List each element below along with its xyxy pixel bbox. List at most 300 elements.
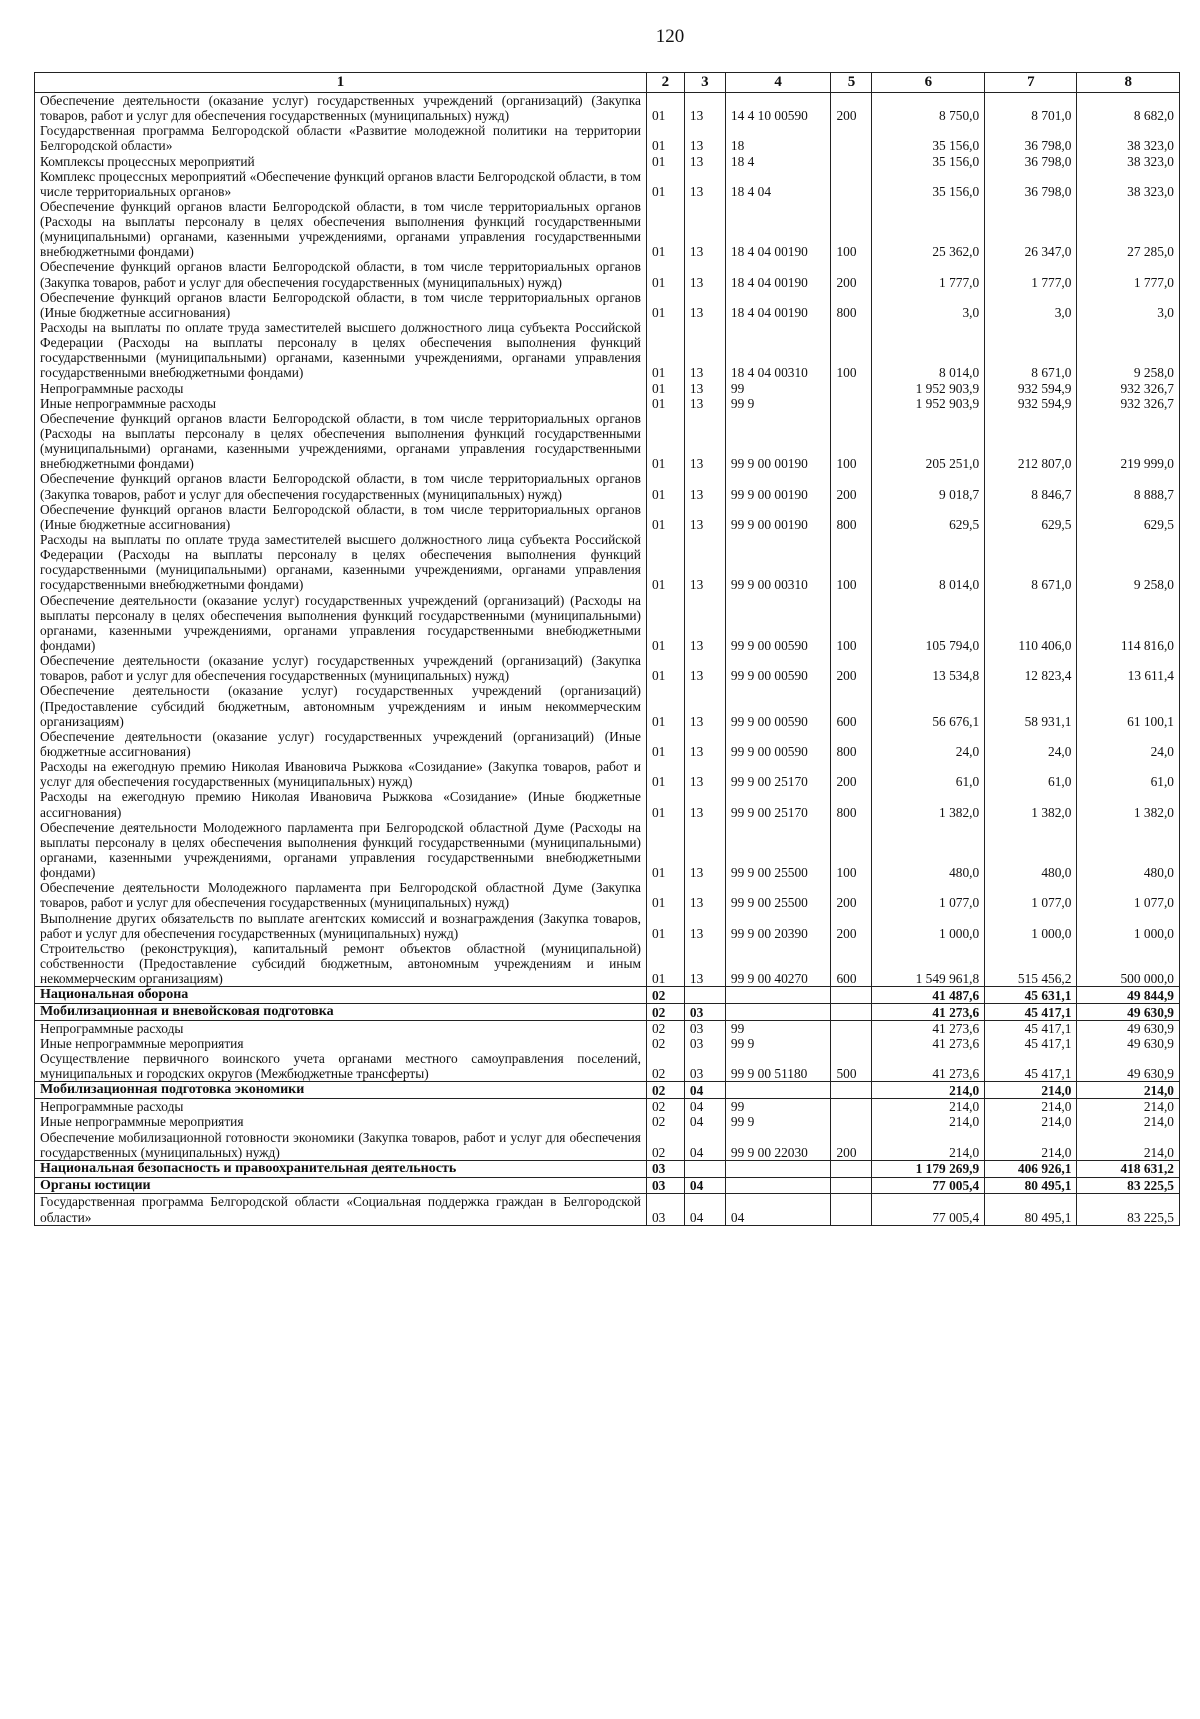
target-article-code: 99 9 00 00190 [725, 411, 831, 472]
row-description: Обеспечение функций органов власти Белгородской области, в том числе территориальных органов (Расходы на выплаты персоналу в целях обеспечения выполнения функций государственными (муниципальными) органами, казенными учреждениями, органами управления государственными внебюджетными фондами) [35, 411, 647, 472]
section-code: 01 [646, 880, 684, 910]
row-description: Иные непрограммные мероприятия [35, 1036, 647, 1051]
expense-type-code [831, 1114, 872, 1129]
amount-year-2: 214,0 [985, 1130, 1077, 1161]
amount-year-1: 105 794,0 [872, 593, 985, 654]
amount-year-2: 932 594,9 [985, 396, 1077, 411]
row-description: Иные непрограммные мероприятия [35, 1114, 647, 1129]
table-row [35, 820, 1180, 881]
expense-type-code: 800 [831, 789, 872, 819]
section-code: 02 [646, 1020, 684, 1036]
amount-year-3: 629,5 [1077, 502, 1180, 532]
amount-year-3: 38 323,0 [1077, 169, 1180, 199]
table-row [35, 1130, 1180, 1161]
amount-year-3: 38 323,0 [1077, 123, 1180, 153]
amount-year-1: 1 952 903,9 [872, 396, 985, 411]
row-description: Расходы на ежегодную премию Николая Ивановича Рыжкова «Созидание» (Иные бюджетные ассигнования) [35, 789, 647, 819]
table-row [35, 320, 1180, 381]
target-article-code: 18 4 04 00190 [725, 290, 831, 320]
expense-type-code [831, 396, 872, 411]
section-code: 01 [646, 941, 684, 987]
target-article-code: 14 4 10 00590 [725, 92, 831, 123]
section-code: 01 [646, 320, 684, 381]
table-row [35, 381, 1180, 396]
amount-year-1: 214,0 [872, 1082, 985, 1099]
target-article-code: 18 4 04 00190 [725, 259, 831, 289]
amount-year-1: 56 676,1 [872, 683, 985, 728]
subsection-code: 13 [684, 820, 725, 881]
amount-year-3: 24,0 [1077, 729, 1180, 759]
table-row [35, 471, 1180, 501]
row-description: Национальная безопасность и правоохранительная деятельность [35, 1160, 647, 1177]
amount-year-1: 1 549 961,8 [872, 941, 985, 987]
target-article-code: 99 9 00 00310 [725, 532, 831, 593]
amount-year-3: 83 225,5 [1077, 1194, 1180, 1225]
amount-year-2: 212 807,0 [985, 411, 1077, 472]
table-row [35, 1099, 1180, 1115]
row-description: Непрограммные расходы [35, 381, 647, 396]
row-description: Расходы на выплаты по оплате труда заместителей высшего должностного лица субъекта Российской Федерации (Расходы на выплаты персоналу в целях обеспечения выполнения функций государственными (муниципальными) органами, казенными учреждениями, органами управления государственными внебюджетными фондами) [35, 320, 647, 381]
table-row [35, 154, 1180, 169]
table-header-row [35, 73, 1180, 93]
target-article-code: 99 9 00 40270 [725, 941, 831, 987]
amount-year-2: 58 931,1 [985, 683, 1077, 728]
row-description: Обеспечение функций органов власти Белгородской области, в том числе территориальных органов (Закупка товаров, работ и услуг для обеспечения государственных (муниципальных) нужд) [35, 259, 647, 289]
expense-type-code: 800 [831, 502, 872, 532]
table-row [35, 759, 1180, 789]
amount-year-3: 8 682,0 [1077, 92, 1180, 123]
amount-year-2: 8 671,0 [985, 532, 1077, 593]
row-description: Обеспечение мобилизационной готовности экономики (Закупка товаров, работ и услуг для обеспечения государственных (муниципальных) нужд) [35, 1130, 647, 1161]
table-row [35, 911, 1180, 941]
amount-year-3: 9 258,0 [1077, 320, 1180, 381]
target-article-code: 99 9 00 00590 [725, 653, 831, 683]
row-description: Обеспечение функций органов власти Белгородской области, в том числе территориальных органов (Иные бюджетные ассигнования) [35, 290, 647, 320]
amount-year-1: 41 273,6 [872, 1036, 985, 1051]
amount-year-3: 1 382,0 [1077, 789, 1180, 819]
amount-year-2: 45 417,1 [985, 1020, 1077, 1036]
amount-year-3: 49 630,9 [1077, 1020, 1180, 1036]
amount-year-1: 8 014,0 [872, 532, 985, 593]
column-header: 1 [35, 73, 647, 93]
section-code: 01 [646, 396, 684, 411]
subsection-code: 13 [684, 471, 725, 501]
subsection-code: 04 [684, 1194, 725, 1225]
column-header: 2 [646, 73, 684, 93]
amount-year-1: 214,0 [872, 1114, 985, 1129]
amount-year-2: 12 823,4 [985, 653, 1077, 683]
table-row [35, 683, 1180, 728]
amount-year-3: 8 888,7 [1077, 471, 1180, 501]
row-description: Обеспечение деятельности (оказание услуг) государственных учреждений (организаций) (Закупка товаров, работ и услуг для обеспечения государственных (муниципальных) нужд) [35, 653, 647, 683]
table-row [35, 123, 1180, 153]
target-article-code: 99 9 [725, 1036, 831, 1051]
amount-year-3: 932 326,7 [1077, 381, 1180, 396]
section-code: 01 [646, 759, 684, 789]
amount-year-1: 629,5 [872, 502, 985, 532]
row-description: Государственная программа Белгородской области «Развитие молодежной политики на территории Белгородской области» [35, 123, 647, 153]
subsection-code: 13 [684, 411, 725, 472]
section-code: 02 [646, 1004, 684, 1021]
expense-type-code: 100 [831, 593, 872, 654]
subsection-code: 13 [684, 290, 725, 320]
amount-year-2: 36 798,0 [985, 154, 1077, 169]
amount-year-3: 9 258,0 [1077, 532, 1180, 593]
amount-year-3: 214,0 [1077, 1099, 1180, 1115]
expense-type-code: 200 [831, 759, 872, 789]
expense-type-code: 600 [831, 683, 872, 728]
amount-year-3: 214,0 [1077, 1082, 1180, 1099]
target-article-code: 99 9 00 25170 [725, 789, 831, 819]
amount-year-2: 480,0 [985, 820, 1077, 881]
expense-type-code [831, 1177, 872, 1194]
section-total-row [35, 1177, 1180, 1194]
subsection-code: 13 [684, 92, 725, 123]
target-article-code: 99 9 00 00590 [725, 593, 831, 654]
expense-type-code: 200 [831, 92, 872, 123]
amount-year-2: 932 594,9 [985, 381, 1077, 396]
amount-year-2: 24,0 [985, 729, 1077, 759]
subsection-code: 13 [684, 759, 725, 789]
section-code: 02 [646, 1114, 684, 1129]
expense-type-code [831, 1036, 872, 1051]
target-article-code: 99 9 00 00590 [725, 683, 831, 728]
section-code: 01 [646, 259, 684, 289]
expense-type-code [831, 987, 872, 1004]
section-code: 01 [646, 502, 684, 532]
amount-year-2: 8 701,0 [985, 92, 1077, 123]
amount-year-3: 1 000,0 [1077, 911, 1180, 941]
column-header: 4 [725, 73, 831, 93]
section-code: 01 [646, 199, 684, 260]
expense-type-code: 100 [831, 320, 872, 381]
section-code: 01 [646, 789, 684, 819]
amount-year-1: 1 777,0 [872, 259, 985, 289]
expense-type-code: 500 [831, 1051, 872, 1082]
section-code: 02 [646, 987, 684, 1004]
amount-year-1: 1 000,0 [872, 911, 985, 941]
target-article-code: 99 9 00 51180 [725, 1051, 831, 1082]
section-code: 03 [646, 1160, 684, 1177]
target-article-code: 99 [725, 1099, 831, 1115]
amount-year-3: 1 077,0 [1077, 880, 1180, 910]
row-description: Государственная программа Белгородской области «Социальная поддержка граждан в Белгородской области» [35, 1194, 647, 1225]
subsection-code: 13 [684, 593, 725, 654]
subsection-code: 13 [684, 396, 725, 411]
column-header: 5 [831, 73, 872, 93]
amount-year-2: 515 456,2 [985, 941, 1077, 987]
section-code: 03 [646, 1194, 684, 1225]
expense-type-code: 100 [831, 532, 872, 593]
amount-year-3: 49 630,9 [1077, 1004, 1180, 1021]
target-article-code: 99 9 [725, 396, 831, 411]
row-description: Непрограммные расходы [35, 1099, 647, 1115]
amount-year-2: 45 417,1 [985, 1036, 1077, 1051]
target-article-code [725, 1177, 831, 1194]
row-description: Обеспечение функций органов власти Белгородской области, в том числе территориальных органов (Иные бюджетные ассигнования) [35, 502, 647, 532]
section-code: 02 [646, 1036, 684, 1051]
row-description: Иные непрограммные расходы [35, 396, 647, 411]
section-total-row [35, 1004, 1180, 1021]
section-code: 01 [646, 653, 684, 683]
amount-year-2: 629,5 [985, 502, 1077, 532]
amount-year-2: 45 417,1 [985, 1004, 1077, 1021]
section-code: 01 [646, 411, 684, 472]
subsection-code: 13 [684, 502, 725, 532]
amount-year-1: 8 014,0 [872, 320, 985, 381]
amount-year-1: 9 018,7 [872, 471, 985, 501]
amount-year-1: 1 179 269,9 [872, 1160, 985, 1177]
target-article-code: 99 9 00 25500 [725, 820, 831, 881]
column-header: 7 [985, 73, 1077, 93]
expense-type-code: 200 [831, 653, 872, 683]
table-row [35, 729, 1180, 759]
amount-year-2: 80 495,1 [985, 1177, 1077, 1194]
subsection-code: 03 [684, 1036, 725, 1051]
amount-year-3: 83 225,5 [1077, 1177, 1180, 1194]
table-row [35, 259, 1180, 289]
table-row [35, 411, 1180, 472]
row-description: Строительство (реконструкция), капитальный ремонт объектов областной (муниципальной) собственности (Предоставление субсидий бюджетным, автономным учреждениям и иным некоммерческим организациям) [35, 941, 647, 987]
amount-year-1: 1 077,0 [872, 880, 985, 910]
section-code: 01 [646, 123, 684, 153]
page-number: 120 [655, 26, 685, 47]
amount-year-1: 35 156,0 [872, 169, 985, 199]
expense-type-code [831, 154, 872, 169]
expense-type-code [831, 1082, 872, 1099]
expense-type-code: 800 [831, 290, 872, 320]
amount-year-2: 1 077,0 [985, 880, 1077, 910]
row-description: Комплекс процессных мероприятий «Обеспечение функций органов власти Белгородской области, в том числе территориальных органов» [35, 169, 647, 199]
target-article-code: 18 4 04 [725, 169, 831, 199]
row-description: Национальная оборона [35, 987, 647, 1004]
expense-type-code: 200 [831, 880, 872, 910]
amount-year-3: 114 816,0 [1077, 593, 1180, 654]
table-row [35, 1036, 1180, 1051]
expense-type-code: 100 [831, 411, 872, 472]
table-row [35, 941, 1180, 987]
row-description: Обеспечение деятельности Молодежного парламента при Белгородской областной Думе (Закупка товаров, работ и услуг для обеспечения государственных (муниципальных) нужд) [35, 880, 647, 910]
subsection-code: 13 [684, 911, 725, 941]
amount-year-2: 26 347,0 [985, 199, 1077, 260]
amount-year-2: 1 777,0 [985, 259, 1077, 289]
amount-year-1: 41 273,6 [872, 1020, 985, 1036]
amount-year-3: 480,0 [1077, 820, 1180, 881]
section-code: 01 [646, 381, 684, 396]
amount-year-2: 110 406,0 [985, 593, 1077, 654]
row-description: Обеспечение функций органов власти Белгородской области, в том числе территориальных органов (Закупка товаров, работ и услуг для обеспечения государственных (муниципальных) нужд) [35, 471, 647, 501]
row-description: Органы юстиции [35, 1177, 647, 1194]
column-header: 8 [1077, 73, 1180, 93]
table-row [35, 1051, 1180, 1082]
amount-year-1: 8 750,0 [872, 92, 985, 123]
subsection-code: 13 [684, 941, 725, 987]
amount-year-2: 36 798,0 [985, 123, 1077, 153]
subsection-code: 13 [684, 259, 725, 289]
target-article-code: 99 9 00 25500 [725, 880, 831, 910]
budget-table [34, 72, 1180, 1226]
expense-type-code [831, 123, 872, 153]
amount-year-3: 214,0 [1077, 1114, 1180, 1129]
section-total-row [35, 1082, 1180, 1099]
section-code: 03 [646, 1177, 684, 1194]
section-code: 01 [646, 683, 684, 728]
row-description: Обеспечение деятельности (оказание услуг) государственных учреждений (организаций) (Расходы на выплаты персоналу в целях обеспечения выполнения функций государственными (муниципальными) органами, казенными учреждениями, органами управления государственными внебюджетными фондами) [35, 593, 647, 654]
amount-year-3: 1 777,0 [1077, 259, 1180, 289]
subsection-code: 13 [684, 123, 725, 153]
row-description: Комплексы процессных мероприятий [35, 154, 647, 169]
amount-year-2: 3,0 [985, 290, 1077, 320]
amount-year-2: 8 671,0 [985, 320, 1077, 381]
subsection-code: 04 [684, 1114, 725, 1129]
table-row [35, 199, 1180, 260]
row-description: Расходы на ежегодную премию Николая Ивановича Рыжкова «Созидание» (Закупка товаров, работ и услуг для обеспечения государственных (муниципальных) нужд) [35, 759, 647, 789]
row-description: Обеспечение функций органов власти Белгородской области, в том числе территориальных органов (Расходы на выплаты персоналу в целях обеспечения выполнения функций государственными (муниципальными) органами, казенными учреждениями, органами управления государственными внебюджетными фондами) [35, 199, 647, 260]
target-article-code: 18 4 [725, 154, 831, 169]
subsection-code: 13 [684, 154, 725, 169]
subsection-code: 04 [684, 1082, 725, 1099]
table-row [35, 532, 1180, 593]
section-code: 01 [646, 169, 684, 199]
table-row [35, 593, 1180, 654]
row-description: Непрограммные расходы [35, 1020, 647, 1036]
amount-year-1: 13 534,8 [872, 653, 985, 683]
amount-year-1: 41 273,6 [872, 1051, 985, 1082]
row-description: Обеспечение деятельности (оказание услуг) государственных учреждений (организаций) (Предоставление субсидий бюджетным, автономным учреждениям и иным некоммерческим организациям) [35, 683, 647, 728]
table-row [35, 789, 1180, 819]
expense-type-code [831, 1160, 872, 1177]
target-article-code: 99 9 00 20390 [725, 911, 831, 941]
row-description: Обеспечение деятельности (оказание услуг) государственных учреждений (организаций) (Закупка товаров, работ и услуг для обеспечения государственных (муниципальных) нужд) [35, 92, 647, 123]
subsection-code: 03 [684, 1051, 725, 1082]
table-row [35, 396, 1180, 411]
target-article-code [725, 987, 831, 1004]
section-code: 01 [646, 820, 684, 881]
subsection-code [684, 987, 725, 1004]
target-article-code: 18 [725, 123, 831, 153]
table-row [35, 169, 1180, 199]
row-description: Мобилизационная и вневойсковая подготовка [35, 1004, 647, 1021]
section-code: 02 [646, 1051, 684, 1082]
subsection-code: 13 [684, 381, 725, 396]
subsection-code: 03 [684, 1004, 725, 1021]
table-row [35, 502, 1180, 532]
amount-year-3: 38 323,0 [1077, 154, 1180, 169]
amount-year-1: 480,0 [872, 820, 985, 881]
row-description: Обеспечение деятельности Молодежного парламента при Белгородской областной Думе (Расходы на выплаты персоналу в целях обеспечения выполнения функций государственными (муниципальными) органами, казенными учреждениями, органами управления государственными внебюджетными фондами) [35, 820, 647, 881]
subsection-code: 13 [684, 789, 725, 819]
expense-type-code: 200 [831, 911, 872, 941]
section-total-row [35, 1160, 1180, 1177]
amount-year-3: 13 611,4 [1077, 653, 1180, 683]
table-row [35, 1194, 1180, 1225]
subsection-code: 13 [684, 683, 725, 728]
amount-year-2: 45 417,1 [985, 1051, 1077, 1082]
table-body [35, 92, 1180, 1225]
target-article-code: 99 9 00 00190 [725, 502, 831, 532]
target-article-code: 99 9 00 00190 [725, 471, 831, 501]
amount-year-2: 1 000,0 [985, 911, 1077, 941]
row-description: Выполнение других обязательств по выплате агентских комиссий и вознаграждения (Закупка товаров, работ и услуг для обеспечения государственных (муниципальных) нужд) [35, 911, 647, 941]
amount-year-2: 8 846,7 [985, 471, 1077, 501]
table-row [35, 92, 1180, 123]
row-description: Мобилизационная подготовка экономики [35, 1082, 647, 1099]
subsection-code: 03 [684, 1020, 725, 1036]
amount-year-2: 214,0 [985, 1099, 1077, 1115]
amount-year-1: 77 005,4 [872, 1177, 985, 1194]
subsection-code: 13 [684, 532, 725, 593]
amount-year-1: 214,0 [872, 1099, 985, 1115]
amount-year-3: 61,0 [1077, 759, 1180, 789]
amount-year-1: 1 952 903,9 [872, 381, 985, 396]
table-row [35, 880, 1180, 910]
subsection-code: 04 [684, 1177, 725, 1194]
amount-year-1: 61,0 [872, 759, 985, 789]
section-total-row [35, 987, 1180, 1004]
amount-year-1: 35 156,0 [872, 154, 985, 169]
subsection-code: 13 [684, 320, 725, 381]
amount-year-2: 214,0 [985, 1082, 1077, 1099]
amount-year-3: 418 631,2 [1077, 1160, 1180, 1177]
amount-year-3: 49 844,9 [1077, 987, 1180, 1004]
table-row [35, 1114, 1180, 1129]
amount-year-3: 932 326,7 [1077, 396, 1180, 411]
subsection-code: 04 [684, 1130, 725, 1161]
target-article-code: 99 9 00 22030 [725, 1130, 831, 1161]
target-article-code: 99 9 00 00590 [725, 729, 831, 759]
target-article-code: 99 [725, 381, 831, 396]
amount-year-2: 61,0 [985, 759, 1077, 789]
target-article-code: 99 9 [725, 1114, 831, 1129]
expense-type-code: 100 [831, 820, 872, 881]
subsection-code: 13 [684, 169, 725, 199]
expense-type-code [831, 381, 872, 396]
amount-year-1: 35 156,0 [872, 123, 985, 153]
table-row [35, 653, 1180, 683]
target-article-code [725, 1082, 831, 1099]
section-code: 01 [646, 471, 684, 501]
section-code: 01 [646, 729, 684, 759]
expense-type-code [831, 1099, 872, 1115]
amount-year-1: 1 382,0 [872, 789, 985, 819]
subsection-code: 13 [684, 729, 725, 759]
amount-year-2: 214,0 [985, 1114, 1077, 1129]
expense-type-code: 200 [831, 471, 872, 501]
section-code: 02 [646, 1130, 684, 1161]
section-code: 01 [646, 154, 684, 169]
section-code: 01 [646, 92, 684, 123]
row-description: Обеспечение деятельности (оказание услуг) государственных учреждений (организаций) (Иные бюджетные ассигнования) [35, 729, 647, 759]
row-description: Осуществление первичного воинского учета органами местного самоуправления поселений, муниципальных и городских округов (Межбюджетные трансферты) [35, 1051, 647, 1082]
amount-year-2: 1 382,0 [985, 789, 1077, 819]
amount-year-1: 77 005,4 [872, 1194, 985, 1225]
expense-type-code [831, 1004, 872, 1021]
target-article-code [725, 1160, 831, 1177]
amount-year-2: 36 798,0 [985, 169, 1077, 199]
expense-type-code [831, 1194, 872, 1225]
row-description: Расходы на выплаты по оплате труда заместителей высшего должностного лица субъекта Российской Федерации (Расходы на выплаты персоналу в целях обеспечения выполнения функций государственными (муниципальными) органами, казенными учреждениями, органами управления государственными внебюджетными фондами) [35, 532, 647, 593]
amount-year-3: 61 100,1 [1077, 683, 1180, 728]
amount-year-1: 25 362,0 [872, 199, 985, 260]
amount-year-3: 49 630,9 [1077, 1036, 1180, 1051]
amount-year-3: 3,0 [1077, 290, 1180, 320]
target-article-code: 04 [725, 1194, 831, 1225]
column-header: 6 [872, 73, 985, 93]
target-article-code [725, 1004, 831, 1021]
subsection-code: 13 [684, 199, 725, 260]
table-row [35, 1020, 1180, 1036]
amount-year-1: 41 273,6 [872, 1004, 985, 1021]
